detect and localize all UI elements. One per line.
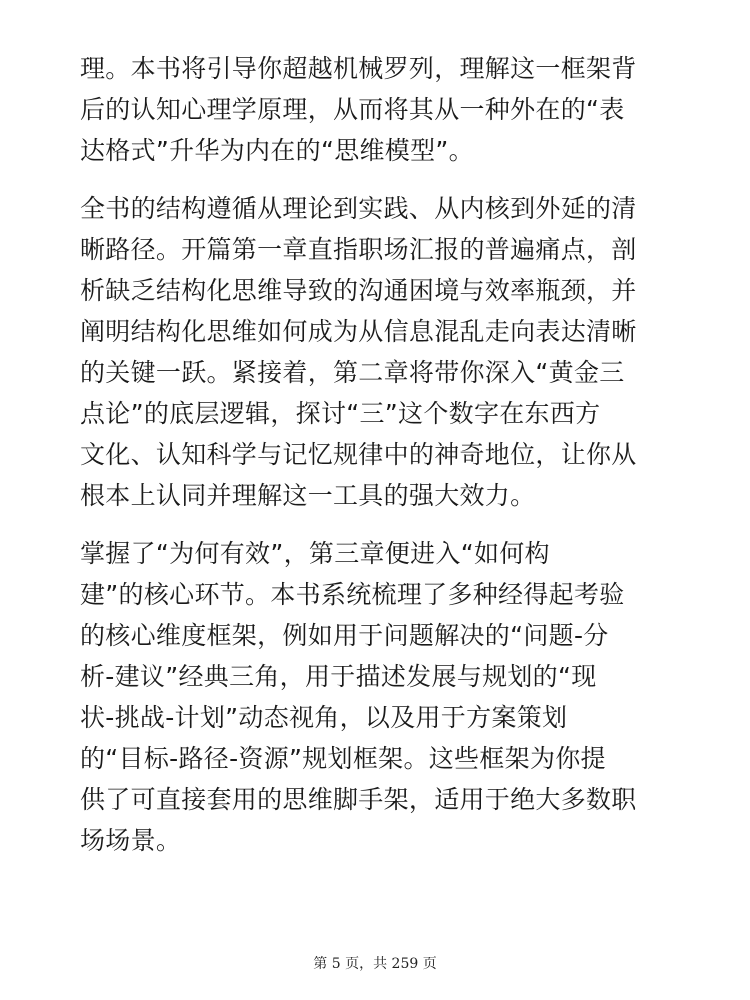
text-line: 状-挑战-计划”动态视角，以及用于方案策划 [80,703,568,732]
text-line: 阐明结构化思维如何成为从信息混乱走向表达清晰 [80,317,637,346]
paragraph-1 [80,48,680,171]
body-text [80,48,680,878]
page-number: 第 5 页，共 259 页 [313,956,437,972]
text-line: 的关键一跃。紧接着，第二章将带你深入“黄金三 [80,358,625,387]
text-line: 根本上认同并理解这一工具的强大效力。 [80,481,536,510]
text-line: 供了可直接套用的思维脚手架，适用于绝大多数职 [80,785,637,814]
text-line: 的核心维度框架，例如用于问题解决的“问题-分 [80,621,609,650]
text-line: 析缺乏结构化思维导致的沟通困境与效率瓶颈，并 [80,276,637,305]
text-line: 析-建议”经典三角，用于描述发展与规划的“现 [80,662,597,691]
text-line: 晰路径。开篇第一章直指职场汇报的普遍痛点，剖 [80,235,637,264]
text-line: 掌握了“为何有效”，第三章便进入“如何构 [80,539,550,568]
paragraph-2 [80,188,680,516]
text-line: 后的认知心理学原理，从而将其从一种外在的“表 [80,95,625,124]
text-line: 点论”的底层逻辑，探讨“三”这个数字在东西方 [80,399,601,428]
text-line: 文化、认知科学与记忆规律中的神奇地位，让你从 [80,440,637,469]
text-line: 理。本书将引导你超越机械罗列，理解这一框架背 [80,54,637,83]
text-line: 全书的结构遵循从理论到实践、从内核到外延的清 [80,194,637,223]
text-line: 建”的核心环节。本书系统梳理了多种经得起考验 [80,580,625,609]
paragraph-3 [80,533,680,861]
text-line: 场场景。 [80,826,182,855]
text-line: 的“目标-路径-资源”规划框架。这些框架为你提 [80,744,606,773]
text-line: 达格式”升华为内在的“思维模型”。 [80,136,474,165]
